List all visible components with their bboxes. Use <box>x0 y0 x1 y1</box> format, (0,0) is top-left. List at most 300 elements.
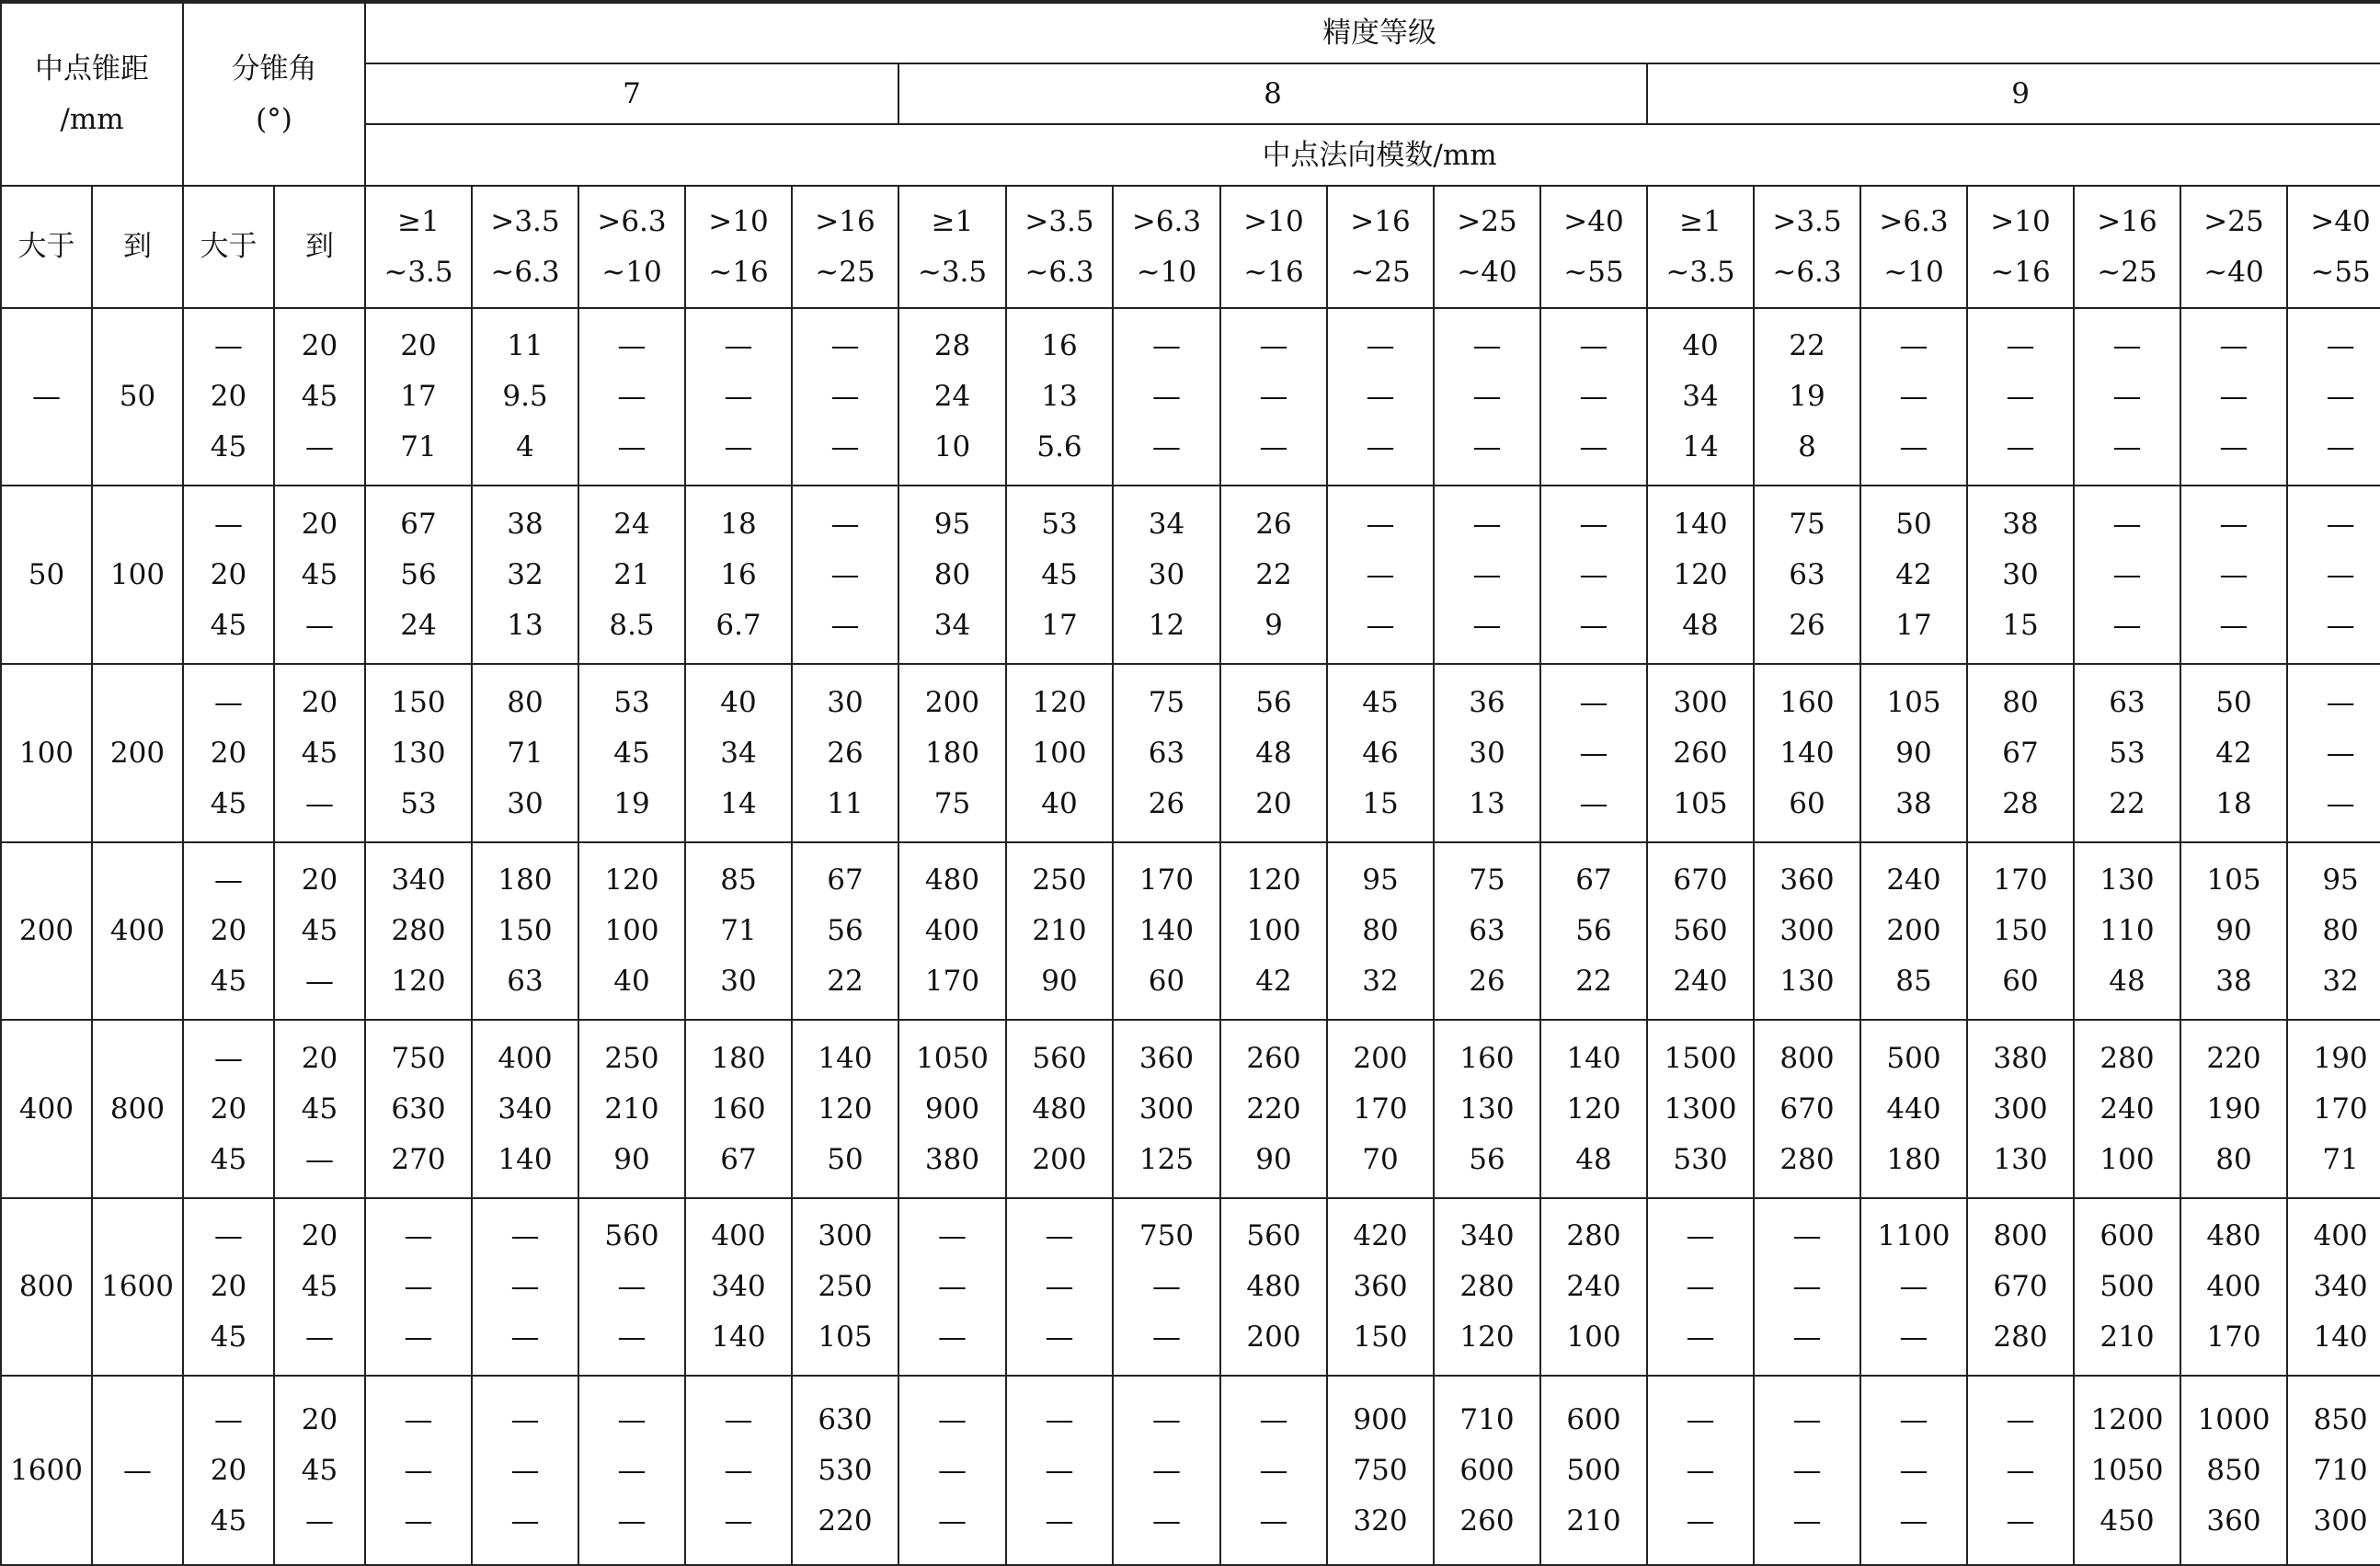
module-range-text: ~16 <box>1990 255 2051 289</box>
tolerance-cell <box>685 486 792 664</box>
tolerance-value: 170 <box>1353 1092 1408 1126</box>
distance-over-cell: 400 <box>1 1020 92 1198</box>
tolerance-cell <box>1860 1376 1967 1565</box>
tolerance-cell <box>365 664 472 842</box>
angle-value: — <box>305 965 334 998</box>
tolerance-value: 480 <box>924 863 980 897</box>
tolerance-value: 90 <box>1041 965 1078 998</box>
precision-grade-header: 精度等级 <box>365 2 2380 63</box>
tolerance-value: 140 <box>1673 507 1728 541</box>
tolerance-value: — <box>404 1402 433 1436</box>
tolerance-cell <box>1220 664 1327 842</box>
tolerance-cell <box>1006 308 1113 486</box>
tolerance-value: — <box>938 1453 967 1487</box>
module-range-text: >40 <box>2310 204 2371 238</box>
tolerance-cell <box>685 1020 792 1198</box>
tolerance-cell <box>2180 664 2287 842</box>
tolerance-cell <box>1754 842 1860 1020</box>
tolerance-value: 1500 <box>1664 1041 1737 1075</box>
tolerance-cell <box>792 664 898 842</box>
angle-to-cell <box>274 1376 365 1565</box>
tolerance-value: — <box>1579 786 1608 820</box>
tolerance-value: 1100 <box>1877 1219 1951 1252</box>
tolerance-cell <box>1540 486 1647 664</box>
tolerance-value: — <box>617 1453 646 1487</box>
tolerance-value: 120 <box>604 863 659 897</box>
module-range-text: >16 <box>1350 204 1411 238</box>
cone-angle-unit: (°) <box>256 102 292 136</box>
tolerance-cell <box>1434 308 1540 486</box>
tolerance-value: — <box>2326 736 2355 770</box>
tolerance-value: — <box>2006 1453 2035 1487</box>
tolerance-value: 17 <box>400 380 437 413</box>
grade-8-module-range-7 <box>1540 186 1647 308</box>
module-range-text: >16 <box>815 204 875 238</box>
tolerance-cell <box>898 664 1006 842</box>
grade-8-module-range-6 <box>1434 186 1540 308</box>
tolerance-value: — <box>1579 507 1608 541</box>
tolerance-value: 30 <box>2002 557 2039 591</box>
table-row <box>1 1376 2380 1565</box>
tolerance-value: — <box>1686 1402 1715 1436</box>
tolerance-value: 32 <box>507 557 544 591</box>
tolerance-value: — <box>510 1320 540 1354</box>
tolerance-value: 260 <box>1673 736 1728 770</box>
tolerance-value: 200 <box>1246 1320 1301 1354</box>
tolerance-cell <box>472 664 578 842</box>
tolerance-value: 140 <box>818 1041 873 1075</box>
angle-value: — <box>214 1219 243 1252</box>
tolerance-cell <box>1860 486 1967 664</box>
tolerance-cell <box>1113 1376 1220 1565</box>
grade-9-module-range-5 <box>2074 186 2180 308</box>
tolerance-cell <box>1327 486 1434 664</box>
tolerance-value: — <box>1045 1402 1074 1436</box>
tolerance-value: 40 <box>1682 329 1719 362</box>
tolerance-value: 400 <box>924 914 980 947</box>
tolerance-value: 800 <box>1993 1219 2048 1252</box>
module-range-text: ~3.5 <box>1665 255 1735 289</box>
tolerance-cell <box>685 1376 792 1565</box>
tolerance-value: — <box>2006 329 2035 362</box>
tolerance-value: 105 <box>2206 863 2261 897</box>
tolerance-value: 15 <box>1362 786 1399 820</box>
tolerance-value: 5.6 <box>1036 430 1082 463</box>
tolerance-cell <box>1754 308 1860 486</box>
tolerance-value: — <box>1792 1503 1822 1537</box>
angle-value: 45 <box>210 430 247 463</box>
tolerance-value: 32 <box>1362 965 1399 998</box>
tolerance-value: 125 <box>1139 1142 1195 1176</box>
tolerance-value: 560 <box>1246 1219 1301 1252</box>
angle-value: 20 <box>210 914 247 947</box>
tolerance-cell <box>2180 842 2287 1020</box>
tolerance-value: 250 <box>1032 863 1087 897</box>
tolerance-value: — <box>1899 1453 1928 1487</box>
tolerance-value: — <box>1152 1320 1181 1354</box>
tolerance-cell <box>898 486 1006 664</box>
tolerance-cell <box>2287 1198 2380 1376</box>
tolerance-value: — <box>1899 1503 1928 1537</box>
tolerance-value: 50 <box>827 1142 864 1176</box>
module-range-text: ~25 <box>2097 255 2157 289</box>
tolerance-value: 250 <box>604 1041 659 1075</box>
tolerance-cell <box>2074 1376 2180 1565</box>
tolerance-value: — <box>404 1219 433 1252</box>
tolerance-value: — <box>2112 608 2142 642</box>
tolerance-value: 1200 <box>2090 1402 2164 1436</box>
tolerance-value: — <box>1259 1402 1288 1436</box>
tolerance-value: — <box>617 329 646 362</box>
tolerance-value: — <box>1899 1270 1928 1303</box>
tolerance-value: 850 <box>2313 1402 2368 1436</box>
tolerance-cell <box>1967 1376 2074 1565</box>
tolerance-value: — <box>1686 1320 1715 1354</box>
tolerance-value: — <box>2326 608 2355 642</box>
tolerance-value: 400 <box>2313 1219 2368 1252</box>
tolerance-value: 240 <box>1566 1270 1621 1303</box>
tolerance-cell <box>792 1376 898 1565</box>
tolerance-value: — <box>404 1270 433 1303</box>
tolerance-value: 45 <box>613 736 650 770</box>
tolerance-value: 80 <box>2002 685 2039 719</box>
tolerance-value: 170 <box>1139 863 1195 897</box>
tolerance-value: 17 <box>1895 608 1932 642</box>
tolerance-cell <box>578 486 685 664</box>
module-range-text: ~16 <box>1243 255 1304 289</box>
tolerance-cell <box>365 842 472 1020</box>
tolerance-value: — <box>2006 430 2035 463</box>
tolerance-value: — <box>1259 329 1288 362</box>
tolerance-value: 220 <box>1246 1092 1301 1126</box>
tolerance-value: 71 <box>720 914 757 947</box>
tolerance-value: — <box>1152 1402 1181 1436</box>
tolerance-cell <box>1860 664 1967 842</box>
tolerance-value: 17 <box>1041 608 1078 642</box>
tolerance-value: 67 <box>720 1142 757 1176</box>
tolerance-cell <box>2074 1198 2180 1376</box>
table-row <box>1 486 2380 664</box>
distance-to-cell: 100 <box>92 486 183 664</box>
tolerance-value: — <box>724 1503 753 1537</box>
module-range-text: ~25 <box>815 255 875 289</box>
module-range-text: >3.5 <box>1772 204 1842 238</box>
tolerance-cell <box>1113 664 1220 842</box>
tolerance-value: 20 <box>400 329 437 362</box>
angle-value: — <box>214 1402 243 1436</box>
tolerance-value: 100 <box>1032 736 1087 770</box>
tolerance-cell <box>578 664 685 842</box>
tolerance-value: — <box>2326 507 2355 541</box>
tolerance-cell <box>898 308 1006 486</box>
tolerance-value: 8 <box>1798 430 1816 463</box>
tolerance-value: 480 <box>1246 1270 1301 1303</box>
module-range-text: ≥1 <box>931 204 974 238</box>
tolerance-value: — <box>1045 1503 1074 1537</box>
tolerance-value: 900 <box>1353 1402 1408 1436</box>
tolerance-value: 380 <box>924 1142 980 1176</box>
tolerance-value: 670 <box>1673 863 1728 897</box>
distance-to-cell: 50 <box>92 308 183 486</box>
tolerance-value: 120 <box>818 1092 873 1126</box>
tolerance-value: 75 <box>933 786 971 820</box>
tolerance-cell <box>1754 1020 1860 1198</box>
tolerance-value: 150 <box>498 914 553 947</box>
tolerance-cell <box>1434 1198 1540 1376</box>
tolerance-value: 440 <box>1886 1092 1941 1126</box>
angle-value: — <box>305 430 334 463</box>
tolerance-cell <box>792 308 898 486</box>
tolerance-cell <box>578 842 685 1020</box>
tolerance-value: 30 <box>720 965 757 998</box>
tolerance-cell <box>1860 1198 1967 1376</box>
tolerance-value: 850 <box>2206 1453 2261 1487</box>
distance-to-cell: 400 <box>92 842 183 1020</box>
angle-value: 20 <box>301 1041 338 1075</box>
tolerance-value: 48 <box>2109 965 2145 998</box>
tolerance-cell <box>1647 664 1754 842</box>
tolerance-value: 140 <box>1139 914 1195 947</box>
tolerance-cell <box>365 1198 472 1376</box>
angle-value: 45 <box>301 557 338 591</box>
tolerance-value: 130 <box>1779 965 1835 998</box>
tolerance-value: 140 <box>2313 1320 2368 1354</box>
tolerance-value: 42 <box>1895 557 1932 591</box>
tolerance-cell <box>1220 1198 1327 1376</box>
tolerance-cell <box>1860 842 1967 1020</box>
center-cone-distance-label: 中点锥距 <box>35 51 149 86</box>
angle-value: 20 <box>301 685 338 719</box>
tolerance-value: — <box>1792 1320 1822 1354</box>
module-range-text: >6.3 <box>597 204 667 238</box>
tolerance-value: 45 <box>1362 685 1399 719</box>
angle-value: 45 <box>210 786 247 820</box>
tolerance-value: 40 <box>613 965 650 998</box>
module-range-text: ~16 <box>708 255 769 289</box>
tolerance-cell <box>1754 486 1860 664</box>
tolerance-value: 200 <box>924 685 980 719</box>
tolerance-value: — <box>1792 1402 1822 1436</box>
tolerance-cell <box>472 842 578 1020</box>
tolerance-value: — <box>2219 557 2248 591</box>
tolerance-value: 34 <box>720 736 757 770</box>
tolerance-cell <box>472 1376 578 1565</box>
tolerance-value: 80 <box>2322 914 2359 947</box>
tolerance-value: 42 <box>1255 965 1292 998</box>
tolerance-cell <box>1220 842 1327 1020</box>
tolerance-value: 56 <box>1575 914 1612 947</box>
tolerance-value: 160 <box>711 1092 766 1126</box>
tolerance-value: 22 <box>1789 329 1825 362</box>
tolerance-cell <box>1113 842 1220 1020</box>
tolerance-value: 280 <box>1459 1270 1515 1303</box>
module-range-text: ~55 <box>2310 255 2371 289</box>
tolerance-value: 48 <box>1255 736 1292 770</box>
tolerance-value: 480 <box>2206 1219 2261 1252</box>
angle-over-cell <box>183 308 274 486</box>
tolerance-value: — <box>1686 1270 1715 1303</box>
tolerance-value: 110 <box>2100 914 2155 947</box>
tolerance-value: — <box>1366 557 1395 591</box>
tolerance-value: 85 <box>720 863 757 897</box>
module-range-text: ~40 <box>2203 255 2264 289</box>
tolerance-value: — <box>1792 1219 1822 1252</box>
tolerance-value: 340 <box>498 1092 553 1126</box>
tolerance-value: 53 <box>400 786 437 820</box>
tolerance-value: 900 <box>924 1092 980 1126</box>
grade-8-header: 8 <box>898 63 1647 124</box>
tolerance-value: 300 <box>2313 1503 2368 1537</box>
tolerance-value: 380 <box>1993 1041 2048 1075</box>
tolerance-value: 80 <box>933 557 971 591</box>
tolerance-value: 100 <box>2100 1142 2155 1176</box>
tolerance-value: 300 <box>1779 914 1835 947</box>
tolerance-cell <box>1220 1020 1327 1198</box>
tolerance-cell <box>1540 1376 1647 1565</box>
tolerance-value: 40 <box>1041 786 1078 820</box>
tolerance-value: 600 <box>1459 1453 1515 1487</box>
tolerance-value: 24 <box>933 380 971 413</box>
module-range-text: ≥1 <box>1679 204 1722 238</box>
tolerance-value: 19 <box>1789 380 1825 413</box>
distance-to-cell: 800 <box>92 1020 183 1198</box>
tolerance-value: — <box>1152 1503 1181 1537</box>
tolerance-value: 11 <box>507 329 544 362</box>
grade-9-module-range-4 <box>1967 186 2074 308</box>
tolerance-value: 190 <box>2206 1092 2261 1126</box>
tolerance-value: — <box>1152 1270 1181 1303</box>
tolerance-value: 500 <box>1566 1453 1621 1487</box>
tolerance-value: — <box>2112 380 2142 413</box>
tolerance-value: 12 <box>1148 608 1185 642</box>
tolerance-value: — <box>2219 380 2248 413</box>
tolerance-value: 420 <box>1353 1219 1408 1252</box>
tolerance-cell <box>2074 842 2180 1020</box>
tolerance-value: — <box>1472 380 1502 413</box>
tolerance-value: — <box>617 430 646 463</box>
header-row-1 <box>1 2 2380 63</box>
tolerance-cell <box>1647 1020 1754 1198</box>
center-cone-distance-header <box>1 2 183 186</box>
angle-value: — <box>214 507 243 541</box>
tolerance-cell <box>2180 1020 2287 1198</box>
tolerance-cell <box>1860 1020 1967 1198</box>
module-range-text: >10 <box>1243 204 1304 238</box>
tolerance-value: 38 <box>2002 507 2039 541</box>
table-row <box>1 842 2380 1020</box>
distance-over-cell: 1600 <box>1 1376 92 1565</box>
tolerance-value: — <box>1899 380 1928 413</box>
tolerance-cell <box>578 1020 685 1198</box>
tolerance-value: 100 <box>1246 914 1301 947</box>
angle-value: — <box>214 685 243 719</box>
tolerance-value: 400 <box>498 1041 553 1075</box>
tolerance-value: 140 <box>498 1142 553 1176</box>
tolerance-value: 30 <box>1148 557 1185 591</box>
tolerance-value: 22 <box>827 965 864 998</box>
tolerance-value: 90 <box>2215 914 2252 947</box>
tolerance-value: 280 <box>1566 1219 1621 1252</box>
tolerance-value: 9.5 <box>502 380 548 413</box>
tolerance-value: — <box>724 430 753 463</box>
tolerance-value: 220 <box>818 1503 873 1537</box>
tolerance-value: 130 <box>1993 1142 2048 1176</box>
tolerance-value: 360 <box>1353 1270 1408 1303</box>
tolerance-value: 190 <box>2313 1041 2368 1075</box>
header-row-4 <box>1 186 2380 308</box>
tolerance-value: 320 <box>1353 1503 1408 1537</box>
angle-value: 20 <box>210 1270 247 1303</box>
tolerance-cell <box>792 486 898 664</box>
grade-9-module-range-6 <box>2180 186 2287 308</box>
tolerance-value: — <box>830 329 860 362</box>
tolerance-cell <box>1006 1020 1113 1198</box>
tolerance-value: 360 <box>1139 1041 1195 1075</box>
tolerance-value: 63 <box>2109 685 2145 719</box>
module-range-text: >25 <box>2203 204 2264 238</box>
tolerance-cell <box>2074 486 2180 664</box>
tolerance-value: 22 <box>1575 965 1612 998</box>
tolerance-cell <box>1006 486 1113 664</box>
tolerance-value: — <box>1686 1219 1715 1252</box>
tolerance-value: 750 <box>1139 1219 1195 1252</box>
module-range-text: >25 <box>1457 204 1517 238</box>
tolerance-value: — <box>2219 430 2248 463</box>
tolerance-cell <box>2287 486 2380 664</box>
tolerance-value: 400 <box>711 1219 766 1252</box>
angle-value: — <box>305 1320 334 1354</box>
tolerance-value: — <box>2326 786 2355 820</box>
tolerance-value: — <box>830 380 860 413</box>
tolerance-value: — <box>1579 608 1608 642</box>
tolerance-value: 120 <box>1459 1320 1515 1354</box>
tolerance-value: — <box>1686 1503 1715 1537</box>
tolerance-value: — <box>2219 608 2248 642</box>
tolerance-value: 24 <box>613 507 650 541</box>
tolerance-cell <box>1647 1376 1754 1565</box>
tolerance-cell <box>2180 1376 2287 1565</box>
tolerance-value: — <box>2326 685 2355 719</box>
tolerance-value: 340 <box>391 863 446 897</box>
grade-7-module-range-3 <box>578 186 685 308</box>
tolerance-value: 63 <box>1469 914 1505 947</box>
grade-7-module-range-2 <box>472 186 578 308</box>
grade-8-module-range-1 <box>898 186 1006 308</box>
tolerance-value: — <box>1899 329 1928 362</box>
angle-over-cell <box>183 842 274 1020</box>
tolerance-value: 18 <box>720 507 757 541</box>
tolerance-cell <box>365 486 472 664</box>
tolerance-value: 22 <box>2109 786 2145 820</box>
tolerance-value: — <box>1792 1270 1822 1303</box>
module-range-text: ~10 <box>1136 255 1197 289</box>
distance-to-cell: 1600 <box>92 1198 183 1376</box>
tolerance-value: — <box>1366 430 1395 463</box>
tolerance-value: 170 <box>2313 1092 2368 1126</box>
grade-9-module-range-2 <box>1754 186 1860 308</box>
tolerance-value: — <box>938 1402 967 1436</box>
tolerance-cell <box>1967 1198 2074 1376</box>
tolerance-value: 1300 <box>1664 1092 1737 1126</box>
tolerance-value: 16 <box>720 557 757 591</box>
tolerance-value: 480 <box>1032 1092 1087 1126</box>
tolerance-value: 120 <box>1566 1092 1621 1126</box>
tolerance-value: 300 <box>1673 685 1728 719</box>
tolerance-value: — <box>1579 557 1608 591</box>
tolerance-value: 105 <box>818 1320 873 1354</box>
angle-value: — <box>305 786 334 820</box>
tolerance-value: — <box>724 1402 753 1436</box>
